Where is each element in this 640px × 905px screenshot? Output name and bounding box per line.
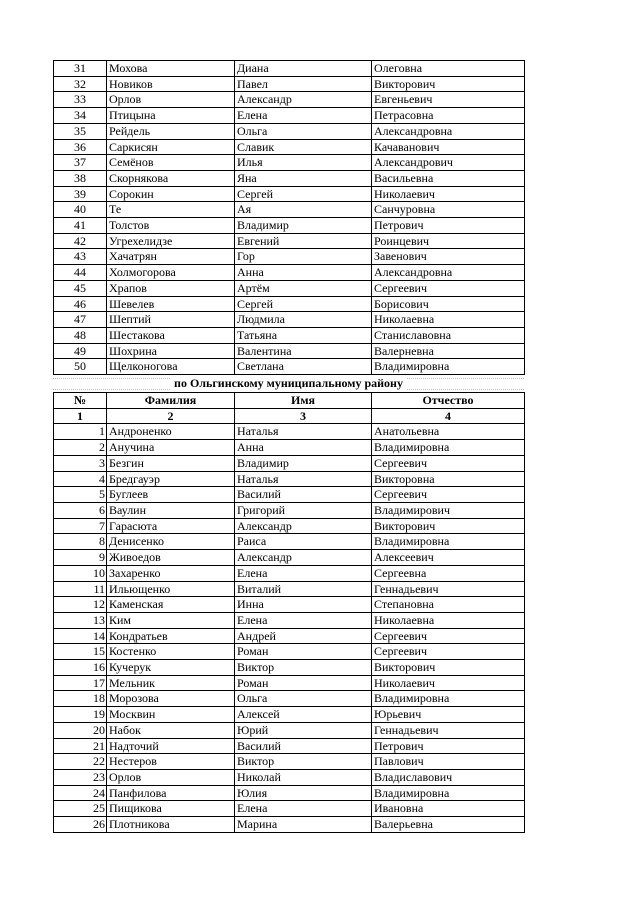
cell-last-name: Нестеров bbox=[107, 754, 235, 770]
cell-last-name: Храпов bbox=[107, 280, 235, 296]
cell-last-name: Панфилова bbox=[107, 785, 235, 801]
cell-number: 9 bbox=[54, 550, 107, 566]
names-table-2-head bbox=[54, 393, 525, 424]
cell-patronymic: Викторович bbox=[372, 660, 525, 676]
table-row bbox=[54, 440, 525, 456]
cell-patronymic: Николаевна bbox=[372, 612, 525, 628]
cell-patronymic: Владимирович bbox=[372, 502, 525, 518]
cell-first-name: Сергей bbox=[235, 186, 372, 202]
table-row bbox=[54, 61, 525, 77]
cell-patronymic: Васильевна bbox=[372, 170, 525, 186]
cell-first-name: Ольга bbox=[235, 691, 372, 707]
table-row bbox=[54, 502, 525, 518]
cell-last-name: Костенко bbox=[107, 644, 235, 660]
cell-first-name: Владимир bbox=[235, 455, 372, 471]
names-table-2-body bbox=[54, 424, 525, 832]
cell-number: 21 bbox=[54, 738, 107, 754]
cell-patronymic: Роинцевич bbox=[372, 233, 525, 249]
cell-number: 7 bbox=[54, 518, 107, 534]
cell-first-name: Павел bbox=[235, 76, 372, 92]
cell-last-name: Безгин bbox=[107, 455, 235, 471]
cell-last-name: Угрехелидзе bbox=[107, 233, 235, 249]
table-row bbox=[54, 249, 525, 265]
table-row bbox=[54, 612, 525, 628]
cell-number: 40 bbox=[54, 202, 107, 218]
cell-number: 20 bbox=[54, 722, 107, 738]
cell-patronymic: Петрасовна bbox=[372, 108, 525, 124]
cell-first-name: Василий bbox=[235, 487, 372, 503]
cell-last-name: Сорокин bbox=[107, 186, 235, 202]
table-row bbox=[54, 202, 525, 218]
column-number-3: 3 bbox=[235, 408, 372, 424]
cell-last-name: Кучерук bbox=[107, 660, 235, 676]
cell-first-name: Наталья bbox=[235, 424, 372, 440]
cell-first-name: Раиса bbox=[235, 534, 372, 550]
table-row bbox=[54, 817, 525, 833]
cell-last-name: Орлов bbox=[107, 92, 235, 108]
cell-last-name: Орлов bbox=[107, 769, 235, 785]
cell-patronymic: Юрьевич bbox=[372, 707, 525, 723]
cell-first-name: Роман bbox=[235, 644, 372, 660]
cell-patronymic: Геннадьевич bbox=[372, 581, 525, 597]
column-number-4: 4 bbox=[372, 408, 525, 424]
cell-first-name: Александр bbox=[235, 550, 372, 566]
header-row bbox=[54, 393, 525, 409]
cell-number: 6 bbox=[54, 502, 107, 518]
cell-patronymic: Валерневна bbox=[372, 343, 525, 359]
cell-number: 49 bbox=[54, 343, 107, 359]
table-row bbox=[54, 233, 525, 249]
cell-last-name: Саркисян bbox=[107, 139, 235, 155]
table-row bbox=[54, 312, 525, 328]
cell-number: 10 bbox=[54, 565, 107, 581]
cell-patronymic: Завенович bbox=[372, 249, 525, 265]
cell-number: 19 bbox=[54, 707, 107, 723]
cell-patronymic: Петрович bbox=[372, 738, 525, 754]
cell-patronymic: Александровна bbox=[372, 265, 525, 281]
table-row bbox=[54, 455, 525, 471]
cell-last-name: Шохрина bbox=[107, 343, 235, 359]
section-title-text: по Ольгинскому муниципальному району bbox=[171, 376, 406, 390]
cell-number: 18 bbox=[54, 691, 107, 707]
cell-first-name: Елена bbox=[235, 612, 372, 628]
names-table-2 bbox=[53, 392, 525, 833]
table-row bbox=[54, 518, 525, 534]
column-number-2: 2 bbox=[107, 408, 235, 424]
table-row bbox=[54, 76, 525, 92]
cell-number: 39 bbox=[54, 186, 107, 202]
table-row bbox=[54, 801, 525, 817]
table-row bbox=[54, 769, 525, 785]
table-row bbox=[54, 487, 525, 503]
cell-number: 5 bbox=[54, 487, 107, 503]
cell-number: 24 bbox=[54, 785, 107, 801]
cell-patronymic: Николаевна bbox=[372, 312, 525, 328]
cell-number: 47 bbox=[54, 312, 107, 328]
cell-patronymic: Алексеевич bbox=[372, 550, 525, 566]
cell-number: 45 bbox=[54, 280, 107, 296]
cell-patronymic: Александрович bbox=[372, 155, 525, 171]
cell-last-name: Пищикова bbox=[107, 801, 235, 817]
cell-first-name: Елена bbox=[235, 801, 372, 817]
cell-first-name: Марина bbox=[235, 817, 372, 833]
table-row bbox=[54, 139, 525, 155]
cell-last-name: Птицына bbox=[107, 108, 235, 124]
cell-last-name: Надточий bbox=[107, 738, 235, 754]
cell-number: 32 bbox=[54, 76, 107, 92]
cell-last-name: Новиков bbox=[107, 76, 235, 92]
cell-first-name: Ая bbox=[235, 202, 372, 218]
table-row bbox=[54, 581, 525, 597]
table-row bbox=[54, 754, 525, 770]
cell-first-name: Николай bbox=[235, 769, 372, 785]
cell-last-name: Мохова bbox=[107, 61, 235, 77]
cell-last-name: Рейдель bbox=[107, 123, 235, 139]
cell-patronymic: Сергеевич bbox=[372, 628, 525, 644]
table-row bbox=[54, 296, 525, 312]
cell-last-name: Набок bbox=[107, 722, 235, 738]
cell-first-name: Людмила bbox=[235, 312, 372, 328]
cell-last-name: Мельник bbox=[107, 675, 235, 691]
table-row bbox=[54, 92, 525, 108]
cell-number: 42 bbox=[54, 233, 107, 249]
cell-first-name: Виктор bbox=[235, 754, 372, 770]
cell-number: 50 bbox=[54, 359, 107, 375]
cell-last-name: Ваулин bbox=[107, 502, 235, 518]
header-last-name: Фамилия bbox=[107, 393, 235, 409]
cell-number: 1 bbox=[54, 424, 107, 440]
cell-patronymic: Владиславович bbox=[372, 769, 525, 785]
cell-first-name: Юрий bbox=[235, 722, 372, 738]
cell-patronymic: Сергеевич bbox=[372, 644, 525, 660]
cell-first-name: Андрей bbox=[235, 628, 372, 644]
cell-number: 44 bbox=[54, 265, 107, 281]
table-row bbox=[54, 628, 525, 644]
cell-first-name: Елена bbox=[235, 565, 372, 581]
table-row bbox=[54, 327, 525, 343]
cell-first-name: Григорий bbox=[235, 502, 372, 518]
cell-number: 25 bbox=[54, 801, 107, 817]
names-table-1 bbox=[53, 60, 525, 375]
cell-patronymic: Анатольевна bbox=[372, 424, 525, 440]
table-row bbox=[54, 343, 525, 359]
cell-last-name: Захаренко bbox=[107, 565, 235, 581]
cell-last-name: Те bbox=[107, 202, 235, 218]
cell-last-name: Кондратьев bbox=[107, 628, 235, 644]
header-patronymic: Отчество bbox=[372, 393, 525, 409]
cell-patronymic: Станиславовна bbox=[372, 327, 525, 343]
cell-last-name: Ильющенко bbox=[107, 581, 235, 597]
cell-number: 33 bbox=[54, 92, 107, 108]
cell-patronymic: Викторовна bbox=[372, 471, 525, 487]
cell-patronymic: Борисович bbox=[372, 296, 525, 312]
table-row bbox=[54, 565, 525, 581]
cell-first-name: Владимир bbox=[235, 218, 372, 234]
cell-patronymic: Владимировна bbox=[372, 785, 525, 801]
cell-first-name: Яна bbox=[235, 170, 372, 186]
cell-patronymic: Геннадьевич bbox=[372, 722, 525, 738]
cell-patronymic: Николаевич bbox=[372, 186, 525, 202]
cell-number: 14 bbox=[54, 628, 107, 644]
table-row bbox=[54, 534, 525, 550]
cell-patronymic: Сергеевич bbox=[372, 455, 525, 471]
cell-patronymic: Петрович bbox=[372, 218, 525, 234]
cell-last-name: Денисенко bbox=[107, 534, 235, 550]
cell-first-name: Илья bbox=[235, 155, 372, 171]
cell-last-name: Анучина bbox=[107, 440, 235, 456]
table-row bbox=[54, 123, 525, 139]
table-row bbox=[54, 155, 525, 171]
cell-last-name: Морозова bbox=[107, 691, 235, 707]
cell-number: 35 bbox=[54, 123, 107, 139]
cell-last-name: Живоедов bbox=[107, 550, 235, 566]
cell-last-name: Бредгауэр bbox=[107, 471, 235, 487]
cell-number: 34 bbox=[54, 108, 107, 124]
table-row bbox=[54, 108, 525, 124]
cell-patronymic: Сергеевна bbox=[372, 565, 525, 581]
table-row bbox=[54, 691, 525, 707]
cell-last-name: Москвин bbox=[107, 707, 235, 723]
cell-patronymic: Евгеньевич bbox=[372, 92, 525, 108]
cell-first-name: Светлана bbox=[235, 359, 372, 375]
cell-number: 2 bbox=[54, 440, 107, 456]
cell-first-name: Гор bbox=[235, 249, 372, 265]
table-row bbox=[54, 644, 525, 660]
table-row bbox=[54, 550, 525, 566]
cell-number: 48 bbox=[54, 327, 107, 343]
cell-patronymic: Ивановна bbox=[372, 801, 525, 817]
cell-first-name: Юлия bbox=[235, 785, 372, 801]
cell-number: 4 bbox=[54, 471, 107, 487]
cell-number: 38 bbox=[54, 170, 107, 186]
table-row bbox=[54, 424, 525, 440]
cell-number: 26 bbox=[54, 817, 107, 833]
cell-first-name: Анна bbox=[235, 265, 372, 281]
cell-patronymic: Александровна bbox=[372, 123, 525, 139]
cell-last-name: Семёнов bbox=[107, 155, 235, 171]
cell-number: 31 bbox=[54, 61, 107, 77]
table-row bbox=[54, 597, 525, 613]
table-row bbox=[54, 218, 525, 234]
cell-first-name: Валентина bbox=[235, 343, 372, 359]
cell-number: 11 bbox=[54, 581, 107, 597]
header-first-name: Имя bbox=[235, 393, 372, 409]
cell-patronymic: Викторович bbox=[372, 76, 525, 92]
cell-first-name: Виктор bbox=[235, 660, 372, 676]
cell-first-name: Анна bbox=[235, 440, 372, 456]
cell-last-name: Шестакова bbox=[107, 327, 235, 343]
cell-patronymic: Санчуровна bbox=[372, 202, 525, 218]
cell-first-name: Алексей bbox=[235, 707, 372, 723]
table-row bbox=[54, 186, 525, 202]
cell-last-name: Щелконогова bbox=[107, 359, 235, 375]
cell-patronymic: Владимировна bbox=[372, 440, 525, 456]
cell-first-name: Александр bbox=[235, 92, 372, 108]
cell-number: 16 bbox=[54, 660, 107, 676]
cell-patronymic: Степановна bbox=[372, 597, 525, 613]
names-table-1-body bbox=[54, 61, 525, 375]
cell-first-name: Славик bbox=[235, 139, 372, 155]
cell-patronymic: Владимировна bbox=[372, 534, 525, 550]
cell-number: 23 bbox=[54, 769, 107, 785]
cell-last-name: Каменская bbox=[107, 597, 235, 613]
cell-patronymic: Качаванович bbox=[372, 139, 525, 155]
cell-last-name: Хачатрян bbox=[107, 249, 235, 265]
cell-first-name: Артём bbox=[235, 280, 372, 296]
table-row bbox=[54, 170, 525, 186]
cell-last-name: Гарасюта bbox=[107, 518, 235, 534]
cell-number: 8 bbox=[54, 534, 107, 550]
table-row bbox=[54, 722, 525, 738]
cell-last-name: Холмогорова bbox=[107, 265, 235, 281]
document-sheet bbox=[53, 60, 524, 833]
table-row bbox=[54, 785, 525, 801]
cell-number: 46 bbox=[54, 296, 107, 312]
cell-number: 22 bbox=[54, 754, 107, 770]
cell-first-name: Диана bbox=[235, 61, 372, 77]
cell-patronymic: Владимировна bbox=[372, 359, 525, 375]
cell-first-name: Виталий bbox=[235, 581, 372, 597]
column-number-row bbox=[54, 408, 525, 424]
cell-patronymic: Павлович bbox=[372, 754, 525, 770]
cell-number: 3 bbox=[54, 455, 107, 471]
cell-first-name: Александр bbox=[235, 518, 372, 534]
cell-last-name: Толстов bbox=[107, 218, 235, 234]
cell-first-name: Наталья bbox=[235, 471, 372, 487]
table-row bbox=[54, 675, 525, 691]
cell-patronymic: Николаевич bbox=[372, 675, 525, 691]
cell-first-name: Татьяна bbox=[235, 327, 372, 343]
cell-number: 12 bbox=[54, 597, 107, 613]
table-row bbox=[54, 707, 525, 723]
cell-number: 37 bbox=[54, 155, 107, 171]
table-row bbox=[54, 471, 525, 487]
header-number: № bbox=[54, 393, 107, 409]
cell-last-name: Андроненко bbox=[107, 424, 235, 440]
cell-patronymic: Сергеевич bbox=[372, 280, 525, 296]
cell-first-name: Инна bbox=[235, 597, 372, 613]
cell-number: 43 bbox=[54, 249, 107, 265]
cell-number: 17 bbox=[54, 675, 107, 691]
cell-first-name: Роман bbox=[235, 675, 372, 691]
cell-patronymic: Олеговна bbox=[372, 61, 525, 77]
cell-number: 36 bbox=[54, 139, 107, 155]
cell-last-name: Скорнякова bbox=[107, 170, 235, 186]
cell-patronymic: Валерьевна bbox=[372, 817, 525, 833]
cell-last-name: Шептий bbox=[107, 312, 235, 328]
cell-last-name: Шевелев bbox=[107, 296, 235, 312]
table-row bbox=[54, 359, 525, 375]
table-row bbox=[54, 660, 525, 676]
cell-first-name: Василий bbox=[235, 738, 372, 754]
cell-first-name: Сергей bbox=[235, 296, 372, 312]
cell-first-name: Евгений bbox=[235, 233, 372, 249]
cell-patronymic: Владимировна bbox=[372, 691, 525, 707]
cell-last-name: Плотникова bbox=[107, 817, 235, 833]
column-number-1: 1 bbox=[54, 408, 107, 424]
cell-number: 15 bbox=[54, 644, 107, 660]
cell-first-name: Ольга bbox=[235, 123, 372, 139]
cell-last-name: Буглеев bbox=[107, 487, 235, 503]
cell-last-name: Ким bbox=[107, 612, 235, 628]
table-row bbox=[54, 265, 525, 281]
table-row bbox=[54, 280, 525, 296]
cell-first-name: Елена bbox=[235, 108, 372, 124]
cell-number: 13 bbox=[54, 612, 107, 628]
cell-number: 41 bbox=[54, 218, 107, 234]
cell-patronymic: Викторович bbox=[372, 518, 525, 534]
table-row bbox=[54, 738, 525, 754]
cell-patronymic: Сергеевич bbox=[372, 487, 525, 503]
section-title bbox=[53, 375, 524, 392]
